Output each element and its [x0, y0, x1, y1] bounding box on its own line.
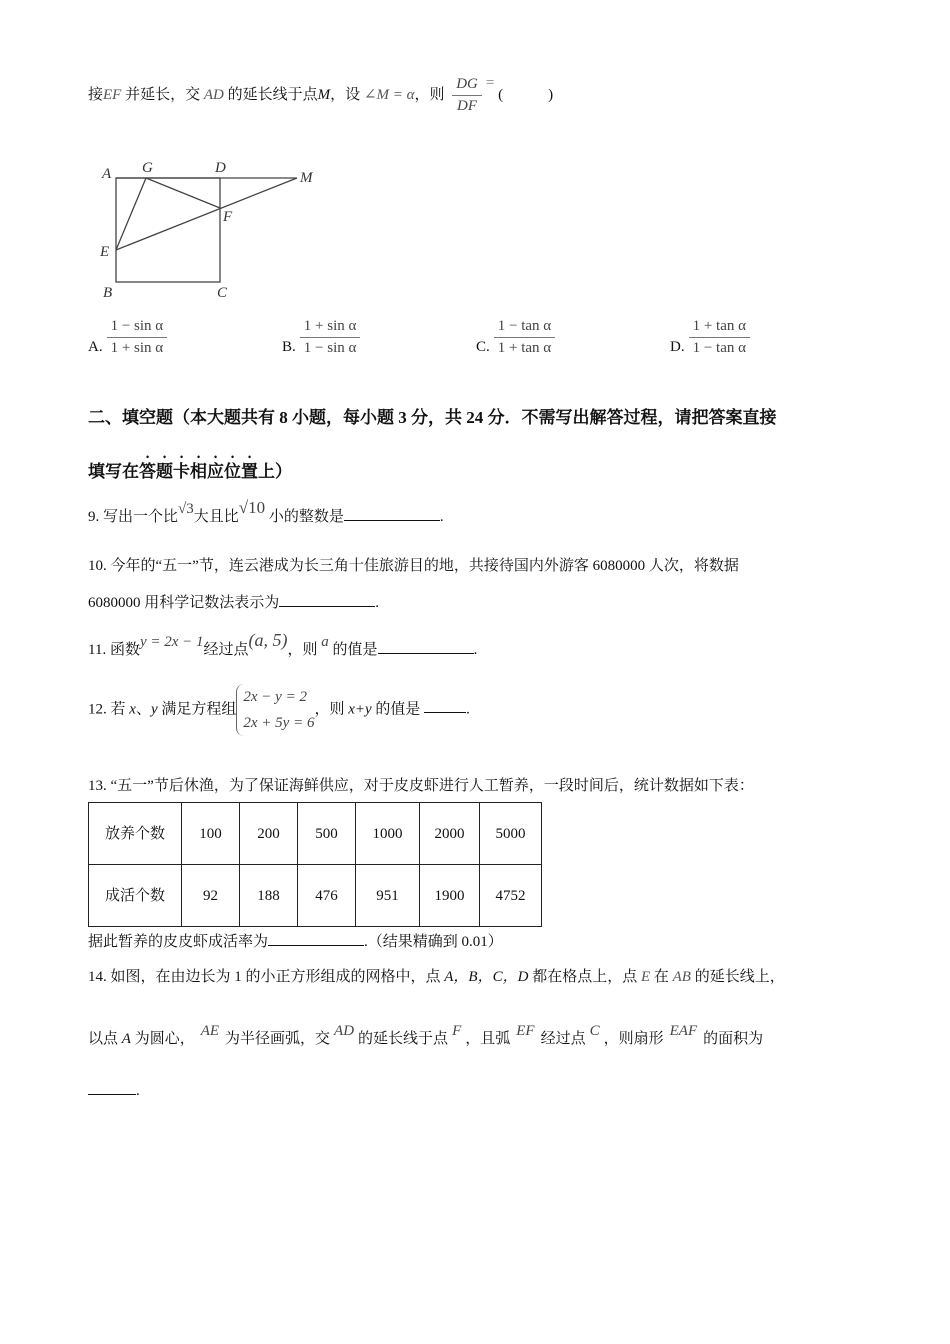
text: ，设 [330, 86, 364, 103]
math: AD [334, 1023, 355, 1039]
table-cell: 1000 [356, 803, 420, 865]
label-A: A [102, 166, 112, 182]
answer-blank[interactable] [344, 506, 440, 521]
section-heading: 二、填空题（本大题共有 8 小题，每小题 3 分，共 24 分．不需写出解答过程，请把答案直接 [88, 408, 777, 427]
q8-stem [88, 76, 553, 115]
question-14 [88, 965, 785, 986]
text: . [473, 642, 478, 658]
equals: = [485, 74, 495, 91]
option-d[interactable] [670, 318, 754, 357]
option-label: C. [476, 338, 490, 355]
table-row [89, 803, 542, 865]
text: . [439, 509, 444, 525]
question-10-cont [88, 591, 379, 612]
label-F: F [223, 209, 233, 225]
text: 的面积为 [703, 1031, 764, 1047]
table-cell: 4752 [480, 865, 542, 927]
option-a[interactable] [88, 318, 171, 357]
question-12 [88, 684, 470, 736]
table-cell: 476 [298, 865, 356, 927]
math: a [321, 634, 329, 650]
option-c[interactable] [476, 318, 559, 357]
text: 的延长线于点 [358, 1031, 449, 1047]
denominator: 1 + tan α [497, 340, 552, 356]
table-cell: 5000 [480, 803, 542, 865]
geometry-figure [90, 155, 330, 305]
table-cell: 200 [240, 803, 298, 865]
math: √10 [238, 498, 266, 517]
denominator: 1 − tan α [692, 340, 746, 356]
text: 据此暂养的皮皮虾成活率为 [88, 934, 269, 950]
text: 、 [135, 701, 151, 718]
denominator: DF [457, 98, 478, 114]
text: 经过点 [203, 642, 249, 658]
question-11 [88, 630, 478, 659]
answer-blank[interactable] [279, 592, 375, 607]
question-13: 13. “五一”节后休渔，为了保证海鲜供应，对于皮皮虾进行人工暂养，一段时间后，统计数据如下表： [88, 778, 754, 794]
question-13-answer [88, 930, 503, 951]
data-table [88, 802, 542, 927]
table-cell: 成活个数 [89, 865, 182, 927]
math: x+y [348, 701, 372, 718]
table-cell: 2000 [420, 803, 480, 865]
label-M: M [300, 170, 313, 186]
math: (a, 5) [248, 630, 288, 650]
text: 的值是 [328, 642, 378, 658]
text: 并延长，交 [121, 86, 204, 103]
text: 12. 若 [88, 701, 130, 718]
table-cell: 放养个数 [89, 803, 182, 865]
text: 接 [88, 86, 104, 103]
math: AD [203, 86, 224, 103]
text: 9. 写出一个比 [88, 509, 179, 525]
text: 都在格点上，点 [528, 969, 641, 985]
text: 大且比 [193, 509, 239, 525]
math: A [121, 1031, 131, 1047]
fraction [689, 318, 750, 357]
emphasized-text: 答题卡相应位置 [139, 462, 258, 481]
math: EF [516, 1023, 535, 1039]
numerator: 1 − tan α [494, 318, 555, 338]
text: . [466, 701, 470, 718]
math: y = 2x − 1 [139, 634, 204, 650]
option-label: A. [88, 338, 103, 355]
section-heading-cont [88, 452, 292, 482]
label-C: C [217, 285, 228, 301]
fraction [300, 318, 361, 357]
answer-blank[interactable] [268, 931, 364, 946]
text: 14. 如图，在由边长为 1 的小正方形组成的网格中，点 [88, 969, 445, 985]
text: . [136, 1083, 140, 1099]
math: E [640, 969, 651, 985]
numerator: 1 − sin α [107, 318, 168, 338]
fraction [494, 318, 555, 357]
text: 以点 [88, 1031, 122, 1047]
text: 的延长线上， [690, 969, 785, 985]
table-row [89, 865, 542, 927]
label-E: E [100, 244, 110, 260]
answer-blank[interactable] [378, 639, 474, 654]
answer-blank[interactable] [424, 698, 466, 713]
text: 上） [258, 462, 292, 481]
table-cell: 100 [182, 803, 240, 865]
table-cell: 951 [356, 865, 420, 927]
question-14-cont [88, 1023, 764, 1048]
equation-system [236, 684, 314, 736]
text: .（结果精确到 0.01） [364, 934, 503, 950]
math: x [129, 701, 136, 718]
numerator: 1 + sin α [300, 318, 361, 338]
math: √3 [178, 501, 194, 517]
table-cell: 92 [182, 865, 240, 927]
line-EM [116, 178, 297, 250]
fraction [452, 76, 482, 115]
math: C [589, 1023, 600, 1039]
text: ，则 [314, 701, 349, 718]
equation: 2x − y = 2 [243, 689, 307, 705]
denominator: 1 + sin α [110, 340, 164, 356]
text: 6080000 用科学记数法表示为 [88, 595, 280, 611]
answer-blank[interactable] [88, 1080, 136, 1095]
text: 11. 函数 [88, 642, 140, 658]
text: ，则 [414, 86, 449, 103]
answer-paren: ( ) [498, 86, 554, 103]
denominator: 1 − sin α [303, 340, 357, 356]
table-cell: 188 [240, 865, 298, 927]
math: EAF [669, 1023, 698, 1039]
table-cell: 500 [298, 803, 356, 865]
question-9 [88, 498, 444, 526]
text: 为圆心， [130, 1031, 195, 1047]
fraction [107, 318, 168, 357]
option-label: D. [670, 338, 685, 355]
numerator: 1 + tan α [689, 318, 750, 338]
text: 满足方程组 [157, 701, 237, 718]
option-label: B. [282, 338, 296, 355]
text: 的值是 [371, 701, 425, 718]
label-G: G [142, 160, 153, 176]
math: F [452, 1023, 462, 1039]
text: 经过点 [540, 1031, 586, 1047]
text: 为半径画弧，交 [225, 1031, 331, 1047]
text: 在 [650, 969, 673, 985]
label-D: D [215, 160, 226, 176]
math: A，B，C，D [444, 969, 529, 985]
math: AE [200, 1023, 220, 1039]
equation: 2x + 5y = 6 [243, 715, 315, 731]
math: M [317, 86, 331, 103]
text: 填写在 [88, 462, 139, 481]
text: ，则扇形 [603, 1031, 664, 1047]
math: AB [672, 969, 691, 985]
label-B: B [103, 285, 113, 301]
text: 小的整数是 [265, 509, 344, 525]
math: EF [103, 86, 122, 103]
question-14-answer [88, 1080, 140, 1100]
line-GF [146, 178, 220, 208]
math: ∠M = α [363, 86, 415, 103]
text: ，且弧 [465, 1031, 511, 1047]
text: ，则 [287, 642, 322, 658]
option-b[interactable] [282, 318, 364, 357]
question-10: 10. 今年的“五一”节，连云港成为长三角十佳旅游目的地，共接待国内外游客 6080000 人次，将数据 [88, 558, 739, 574]
text: 的延长线于点 [223, 86, 318, 103]
table-cell: 1900 [420, 865, 480, 927]
text: . [375, 595, 380, 611]
math: y [150, 701, 158, 718]
numerator: DG [452, 76, 482, 96]
